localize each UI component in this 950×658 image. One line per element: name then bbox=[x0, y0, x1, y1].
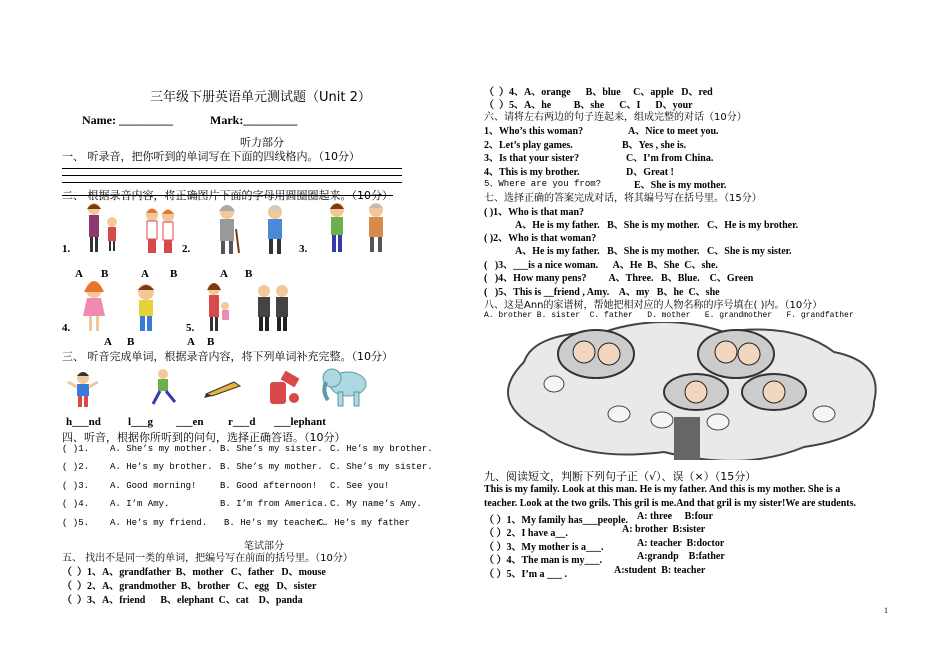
written-part-heading: 笔试部分 bbox=[244, 541, 284, 552]
true-false-options: A: three B:four bbox=[637, 511, 713, 522]
dialog-left-item[interactable]: 2、Let’s play games. bbox=[484, 140, 573, 151]
answer-bracket[interactable]: ( )5. bbox=[62, 518, 90, 528]
dialog-left-item[interactable]: 5、Where are you from? bbox=[484, 179, 602, 189]
answer-bracket[interactable]: ( )2. bbox=[62, 462, 90, 472]
name-field[interactable]: Name: _________ bbox=[82, 113, 173, 127]
dialog-right-item[interactable]: B、Yes , she is. bbox=[622, 140, 687, 151]
question-number: 4. bbox=[62, 322, 71, 334]
writing-line bbox=[62, 175, 402, 176]
word-blank-hand[interactable]: h___nd bbox=[66, 416, 101, 428]
section-5-item: （ ）5、A、he B、she C、I D、your bbox=[484, 100, 693, 111]
pen-picture bbox=[204, 378, 244, 398]
red-picture bbox=[264, 368, 304, 408]
option-letter-b[interactable]: B bbox=[170, 268, 178, 280]
option-c: C. He’s my father bbox=[318, 518, 410, 528]
writing-line bbox=[62, 182, 402, 183]
true-false-options: A:grandp B:father bbox=[637, 551, 725, 562]
family-tree-picture bbox=[484, 322, 892, 460]
section-5-item: （ ）2、A、grandmother B、brother C、egg D、sister bbox=[62, 581, 317, 592]
elephant-picture bbox=[320, 364, 370, 408]
section-5-item: （ ）4、A、orange B、blue C、apple D、red bbox=[484, 87, 713, 98]
option-letter-b[interactable]: B bbox=[207, 336, 215, 348]
option-letter-a[interactable]: A bbox=[187, 336, 195, 348]
true-false-options: A:student B: teacher bbox=[614, 565, 706, 576]
thinking-boy-picture bbox=[132, 282, 160, 332]
option-c: C. My name’s Amy. bbox=[330, 499, 422, 509]
option-letter-a[interactable]: A bbox=[220, 268, 228, 280]
option-a: A. Good morning! bbox=[110, 481, 197, 491]
option-letter-a[interactable]: A bbox=[141, 268, 149, 280]
hand-picture bbox=[66, 370, 100, 408]
grandfather-picture bbox=[262, 203, 288, 255]
family-picture-1b bbox=[140, 205, 180, 255]
option-b: B. Good afternoon! bbox=[220, 481, 318, 491]
option-c: C. She’s my sister. bbox=[330, 462, 433, 472]
listening-part-heading: 听力部分 bbox=[240, 136, 284, 149]
option-letter-a[interactable]: A bbox=[75, 268, 83, 280]
section-3-heading: 三、 听音完成单词，根据录音内容，将下列单词补充完整。（10分） bbox=[62, 350, 393, 363]
true-false-question[interactable]: （ ）1、My family has___people. bbox=[484, 515, 628, 526]
option-b: B. She’s my mother. bbox=[220, 462, 323, 472]
question-number: 1. bbox=[62, 243, 71, 255]
dialog-left-item[interactable]: 1、Who’s this woman? bbox=[484, 126, 584, 137]
two-men-picture bbox=[252, 282, 294, 332]
dialog-right-item[interactable]: A、Nice to meet you. bbox=[628, 126, 719, 137]
true-false-question[interactable]: （ ）5、I’m a ___ . bbox=[484, 569, 568, 580]
page-title: 三年级下册英语单元测试题（Unit 2） bbox=[150, 90, 371, 105]
section-7-options: A、He is my father. B、She is my mother. C、She is my sister. bbox=[515, 246, 792, 257]
section-7-options: A、He is my father. B、She is my mother. C、He is my brother. bbox=[515, 220, 799, 231]
option-c: C. See you! bbox=[330, 481, 390, 491]
option-a: A. He’s my friend. bbox=[110, 518, 208, 528]
answer-bracket[interactable]: ( )3. bbox=[62, 481, 90, 491]
word-blank-elephant[interactable]: ___lephant bbox=[274, 416, 326, 428]
answer-bracket[interactable]: ( )1. bbox=[62, 444, 90, 454]
writing-line bbox=[62, 168, 402, 169]
section-5-item: （ ）3、A、friend B、elephant C、cat D、panda bbox=[62, 595, 303, 606]
answer-bracket[interactable]: ( )4. bbox=[62, 499, 90, 509]
grandmother-picture bbox=[212, 203, 242, 255]
option-letter-a[interactable]: A bbox=[104, 336, 112, 348]
option-letter-b[interactable]: B bbox=[245, 268, 253, 280]
boy-picture bbox=[326, 201, 348, 253]
section-7-question[interactable]: ( )4、How many pens? A、Three. B、Blue. C、Green bbox=[484, 273, 754, 284]
option-a: A. I’m Amy. bbox=[110, 499, 170, 509]
question-number: 2. bbox=[182, 243, 191, 255]
dialog-left-item[interactable]: 4、This is my brother. bbox=[484, 167, 580, 178]
dialog-left-item[interactable]: 3、Is that your sister? bbox=[484, 153, 580, 164]
section-5-item: （ ）1、A、grandfather B、mother C、father D、mouse bbox=[62, 567, 326, 578]
question-number: 5. bbox=[186, 322, 195, 334]
section-7-heading: 七、选择正确的答案完成对话，将其编号写在括号里。（15分） bbox=[484, 193, 762, 204]
dialog-right-item[interactable]: E、She is my mother. bbox=[634, 180, 727, 191]
word-blank-leg[interactable]: l___g bbox=[128, 416, 154, 428]
section-4-heading: 四、听音，根据你所听到的问句，选择正确答语。（10分） bbox=[62, 431, 346, 444]
option-b: B. He’s my teacher. bbox=[224, 518, 327, 528]
option-c: C. He’s my brother. bbox=[330, 444, 433, 454]
leg-picture bbox=[148, 368, 178, 408]
true-false-options: A: teacher B:doctor bbox=[637, 538, 725, 549]
section-5-heading: 五、 找出不是同一类的单词，把编号写在前面的括号里。（10分） bbox=[62, 553, 353, 564]
girl-picture bbox=[80, 280, 108, 332]
option-a: A. She’s my mother. bbox=[110, 444, 213, 454]
true-false-question[interactable]: （ ）4、The man is my___. bbox=[484, 555, 603, 566]
option-letter-b[interactable]: B bbox=[127, 336, 135, 348]
option-b: B. I’m from America. bbox=[220, 499, 329, 509]
section-7-question[interactable]: ( )2、Who is that woman? bbox=[484, 233, 597, 244]
section-7-question[interactable]: ( )1、Who is that man? bbox=[484, 207, 585, 218]
option-b: B. She’s my sister. bbox=[220, 444, 323, 454]
family-picture-1a bbox=[82, 200, 126, 254]
reading-passage-line: teacher. Look at the two grils. This gril is me.And that gril is my sister!We are students. bbox=[484, 498, 857, 509]
mother-daughter-picture bbox=[204, 280, 232, 332]
option-a: A. He’s my brother. bbox=[110, 462, 213, 472]
section-8-heading: 八、这是Ann的家谱树，帮她把相对应的人物名称的序号填在( )内。（10分） bbox=[484, 300, 823, 311]
option-letter-b[interactable]: B bbox=[101, 268, 109, 280]
true-false-question[interactable]: （ ）3、My mother is a___. bbox=[484, 542, 604, 553]
word-blank-pen[interactable]: ___en bbox=[176, 416, 204, 428]
dialog-right-item[interactable]: D、Great ! bbox=[626, 167, 674, 178]
section-9-heading: 九、阅读短文，判断下列句子正（√）、误（×）（15分） bbox=[484, 470, 757, 483]
section-6-heading: 六、请将左右两边的句子连起来，组成完整的对话（10分） bbox=[484, 112, 747, 123]
section-2-heading: 二、 根据录音内容，将正确图片下面的字母用圆圈圈起来。（10分） bbox=[62, 189, 393, 202]
question-number: 3. bbox=[299, 243, 308, 255]
section-8-options: A. brother B. sister C. father D. mother E. grandmother F. grandfather bbox=[484, 311, 854, 320]
old-man-picture bbox=[364, 201, 388, 253]
section-7-question[interactable]: ( )3、___is a nice woman. A、He B、She C、she. bbox=[484, 260, 718, 271]
true-false-question[interactable]: （ ）2、I have a__. bbox=[484, 528, 568, 539]
section-7-question[interactable]: ( )5、This is __friend , Amy. A、my B、he C、she bbox=[484, 287, 720, 298]
true-false-options: A: brother B:sister bbox=[622, 524, 706, 535]
section-1-heading: 一、 听录音，把你听到的单词写在下面的四线格内。（10分） bbox=[62, 150, 360, 163]
dialog-right-item[interactable]: C、I’m from China. bbox=[626, 153, 714, 164]
word-blank-red[interactable]: r___d bbox=[228, 416, 256, 428]
page-number: 1 bbox=[884, 606, 888, 615]
mark-field[interactable]: Mark:_________ bbox=[210, 113, 298, 127]
reading-passage-line: This is my family. Look at this man. He is my father. And this is my mother. She is a bbox=[484, 484, 841, 495]
